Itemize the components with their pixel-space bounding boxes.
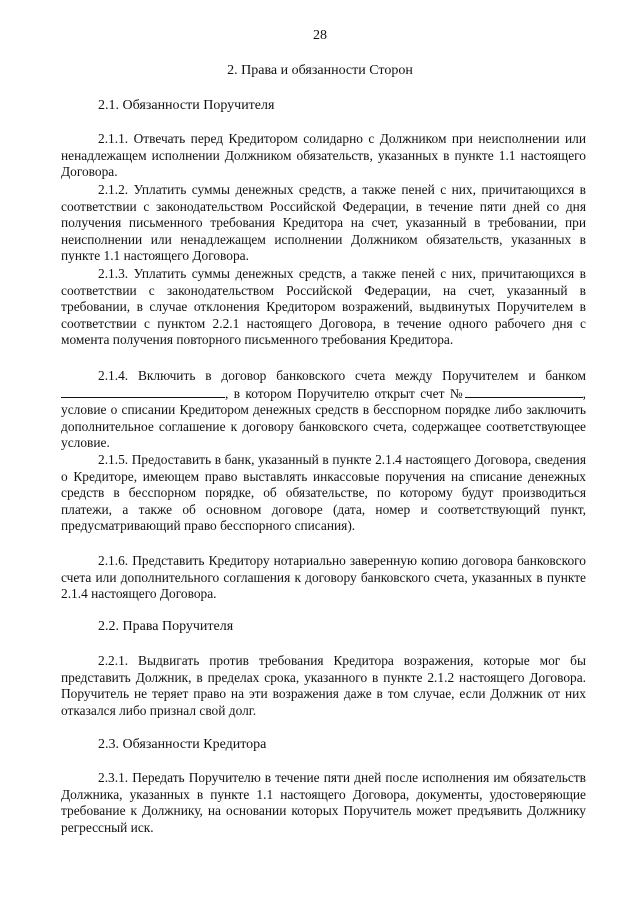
clause-2-2-1: 2.2.1. Выдвигать против требования Кредитора возражения, которые мог бы представить Должник, в пределах срока, указанного в пункте 2.1.2 настоящего Договора. Поручитель не теряет право на эти возражения даже в том случае, если Должник от них отказался либо признал свой долг.	[61, 653, 586, 718]
bank-name-blank	[61, 385, 225, 398]
clause-2-3-1: 2.3.1. Передать Поручителю в течение пяти дней после исполнения им обязательств Должника, указанных в пункте 1.1 настоящего Договора, документы, удостоверяющие требование к Должнику, на основании которых Поручитель может предъявить Должнику регрессный иск.	[61, 770, 586, 835]
heading-2-1: 2.1. Обязанности Поручителя	[98, 98, 275, 113]
clause-2-1-5: 2.1.5. Предоставить в банк, указанный в пункте 2.1.4 настоящего Договора, сведения о Кредиторе, имеющем право выставлять инкассовые поручения на списание денежных средств в бесспорном порядке, об обязательстве, по которому будут производиться платежи, а также об основном договоре (дата, номер и соответствующий пункт, предусматривающий право бесспорного списания).	[61, 452, 586, 534]
clause-2-1-3: 2.1.3. Уплатить суммы денежных средств, а также пеней с них, причитающихся в соответствии с законодательством Российской Федерации, на счет, указанный в требовании, в случае отклонения Кредитором возражений, выдвинутых Поручителем в соответствии с пунктом 2.2.1 настоящего Договора, в течение одного рабочего дня с момента получения повторного письменного требования Кредитора.	[61, 266, 586, 348]
clause-2-1-4-part-b: , в котором Поручителю открыт счет	[225, 385, 445, 401]
section-title: 2. Права и обязанности Сторон	[227, 63, 413, 78]
clause-2-1-4-part-c: , условие о списании Кредитором денежных средств в бесспорном порядке либо заключить дополнительное соглашение к договору банковского счета, содержащее соответствующее условие.	[61, 385, 586, 451]
account-number-blank	[465, 385, 583, 398]
account-number-sign: №	[449, 385, 465, 401]
clause-2-1-6: 2.1.6. Представить Кредитору нотариально заверенную копию договора банковского счета или дополнительного соглашения к договору банковского счета, указанных в пункте 2.1.4 настоящего Договора.	[61, 553, 586, 602]
clause-2-1-2: 2.1.2. Уплатить суммы денежных средств, а также пеней с них, причитающихся в соответствии с законодательством Российской Федерации, в течение пяти дней со дня получения письменного требования Кредитора на счет, указанный в требовании, при неисполнении или ненадлежащем исполнении Должником обязательств, указанных в пункте 1.1 настоящего Договора.	[61, 182, 586, 264]
heading-2-3: 2.3. Обязанности Кредитора	[98, 737, 267, 752]
clause-2-1-4	[61, 368, 586, 452]
clause-2-1-1: 2.1.1. Отвечать перед Кредитором солидарно с Должником при неисполнении или ненадлежащем исполнении Должником обязательств, указанных в пункте 1.1 настоящего Договора.	[61, 131, 586, 180]
heading-2-2: 2.2. Права Поручителя	[98, 619, 234, 634]
clause-2-1-4-part-a: 2.1.4. Включить в договор банковского счета между Поручителем и банком	[98, 368, 586, 383]
page-number: 28	[313, 28, 327, 43]
